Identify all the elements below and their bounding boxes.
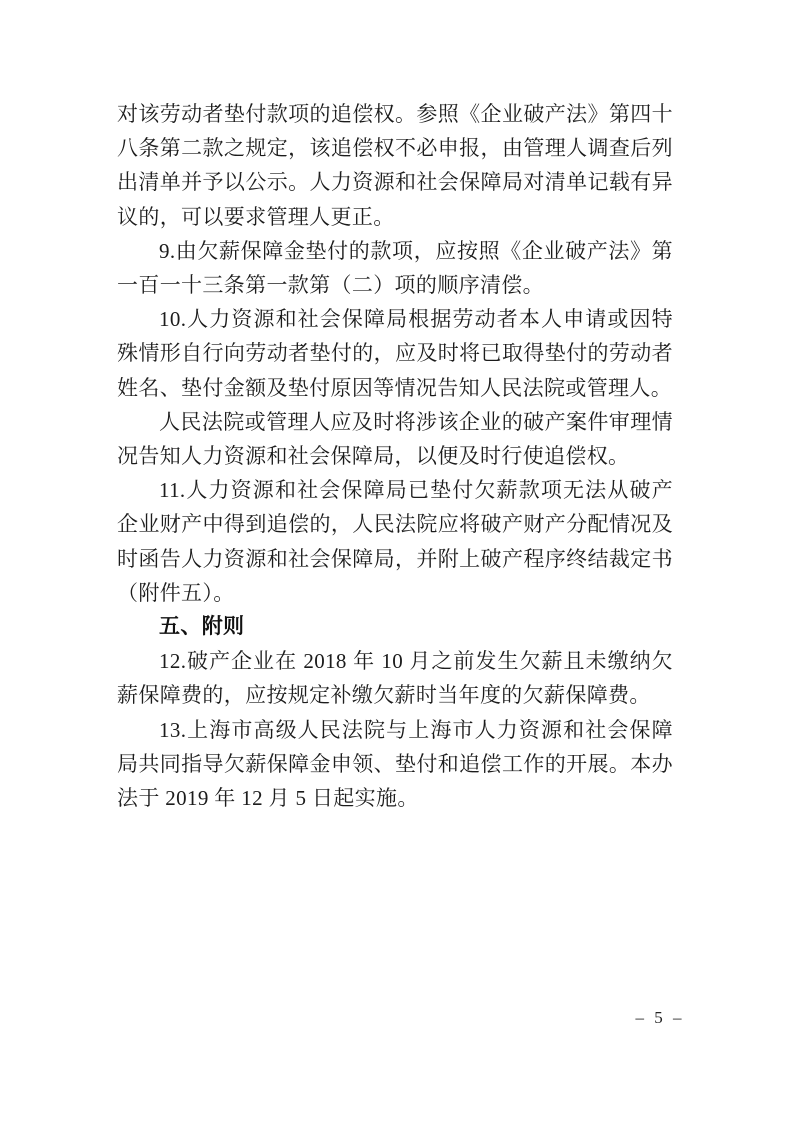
paragraph-item-9: 9.由欠薪保障金垫付的款项，应按照《企业破产法》第一百一十三条第一款第（二）项的顺序清偿。 [117, 238, 673, 298]
section-heading-supplementary-provisions: 五、附则 [159, 615, 245, 639]
paragraph-item-10-sub: 人民法院或管理人应及时将涉该企业的破产案件审理情况告知人力资源和社会保障局，以便及时行使追偿权。 [117, 409, 673, 469]
document-body [117, 97, 673, 815]
paragraph-item-12: 12.破产企业在 2018 年 10 月之前发生欠薪且未缴纳欠薪保障费的，应按规定补缴欠薪时当年度的欠薪保障费。 [117, 649, 673, 708]
paragraph-item-11: 11.人力资源和社会保障局已垫付欠薪款项无法从破产企业财产中得到追偿的，人民法院应将破产财产分配情况及时函告人力资源和社会保障局，并附上破产程序终结裁定书（附件五）。 [117, 478, 673, 605]
paragraph-continuation: 对该劳动者垫付款项的追偿权。参照《企业破产法》第四十八条第二款之规定，该追偿权不必申报，由管理人调查后列出清单并予以公示。人力资源和社会保障局对清单记载有异议的，可以要求管理人更正。 [117, 102, 673, 229]
paragraph-item-10: 10.人力资源和社会保障局根据劳动者本人申请或因特殊情形自行向劳动者垫付的，应及时将已取得垫付的劳动者姓名、垫付金额及垫付原因等情况告知人民法院或管理人。 [117, 307, 673, 400]
paragraph-item-13: 13.上海市高级人民法院与上海市人力资源和社会保障局共同指导欠薪保障金申领、垫付和追偿工作的开展。本办法于 2019 年 12 月 5 日起实施。 [117, 717, 673, 811]
page-number: – 5 – [635, 1008, 685, 1027]
